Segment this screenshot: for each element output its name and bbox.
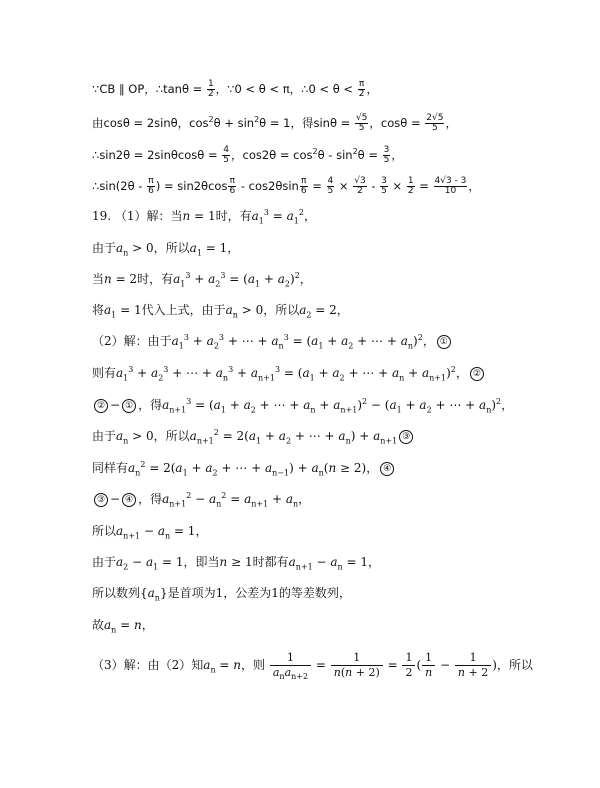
marker-4: ④ (380, 462, 394, 476)
line-13: 同样有$a_n^2 = 2(a_1 + a_2$ + ⋯ + $a_{n-1}) + a_n(n \ge 2)$， ④ (92, 460, 396, 476)
line-3: ∴sin2θ = 2sinθcosθ = $\frac{4}{5}$ ，$\cos 2\theta = \cos^2\theta - \sin^2\theta$ = $\frac{3}{5}$ ， (92, 145, 403, 165)
line-18: 故$a_n = n$， (92, 618, 154, 635)
line-1: ∵CB ∥ OP，∴tanθ = $\frac{1}{2}$ ，∵0 < θ < π，∴0 < θ < $\frac{\pi}{2}$ ， (92, 79, 378, 99)
line-9: （2）解：由于$a_1^3 + a_2^3$ + ⋯ + $a_n^3 = (a_1 + a_2$ + ⋯ + $a_n)^2$， ① (92, 333, 453, 349)
marker-3-ref: ③ (94, 493, 108, 507)
line-16: 由于$a_2 - a_1 = 1$，即当n ≥ 1时都有$a_{n+1} - a_n = 1$， (92, 555, 381, 572)
line-17: 所以数列$\{a_n\}$是首项为1，公差为1的等差数列， (92, 586, 351, 603)
line-5: 19. （1）解：当n = 1时，有$a_1^3 = a_1^2$， (92, 208, 316, 226)
line-10: 则有$a_1^3 + a_2^3$ + ⋯ + $a_n^3 + a_{n+1}^3 = (a_1 + a_2$ + ⋯ + $a_n + a_{n+1})^2$， ② (92, 365, 486, 381)
marker-3: ③ (399, 430, 413, 444)
problem-number: 19. (92, 209, 112, 223)
line-4: ∴sin(2θ - $\frac{\pi}{6}$ ) = sin2θcos $\frac{\pi}{6}$ - cos2θsin $\frac{\pi}{6}$ = $\frac{4}{5}$ × $\frac{√3}{2}$ - $\frac{3}{5}$ × $\frac{1}{2}$ = $\frac{4√3 - 3}{10}$ ， (92, 176, 480, 196)
line-8: 将$a_1 = 1$代入上式，由于$a_n > 0$，所以$a_2 = 2$， (92, 303, 349, 320)
line-14: ③ − ④ ，得$a_{n+1}^2 - a_n^2 = a_{n+1} + a_n$， (92, 491, 310, 507)
marker-2: ② (470, 367, 484, 381)
marker-1-ref: ① (122, 399, 136, 413)
marker-2-ref: ② (94, 399, 108, 413)
marker-1: ① (437, 335, 451, 349)
marker-4-ref: ④ (122, 493, 136, 507)
line-15: 所以$a_{n+1} - a_n = 1$， (92, 524, 208, 541)
line-19: （3）解：由（2）知$a_n = n$，则 $\frac{1}{a_na_{n+2}}$ = $\frac{1}{n(n + 2)}$ = $\frac{1}{2}$ ( $\frac{1}{n}$ − $\frac{1}{n + 2}$ )，所以 (92, 651, 533, 682)
line-6: 由于$a_n > 0$，所以$a_1 = 1$， (92, 241, 240, 258)
line-2: 由cosθ = 2sinθ，$\cos^2\theta + \sin^2\theta = 1$，得sinθ = $\frac{√5}{5}$ ，cosθ = $\frac{2√5}{5}$ ， (92, 113, 457, 133)
line-11: ② − ① ，得$a_{n+1}^3 = (a_1 + a_2$ + ⋯ + $a_n + a_{n+1})^2 - (a_1 + a_2$ + ⋯ + $a_n)^2$， (92, 397, 513, 413)
line-7: 当n = 2时，有$a_1^3 + a_2^3 = (a_1 + a_2)^2$， (92, 271, 312, 289)
line-12: 由于$a_n > 0$，所以$a_{n+1}^2 = 2(a_1 + a_2$ + ⋯ + $a_n) + a_{n+1}$ ③ (92, 428, 415, 444)
